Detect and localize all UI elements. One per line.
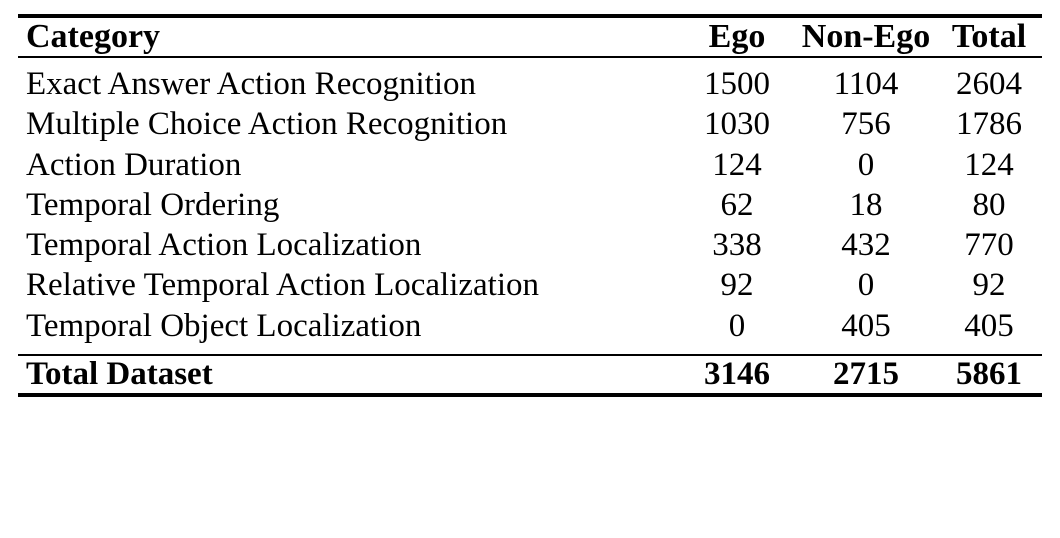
row-non-ego: 405: [841, 307, 891, 344]
row-non-ego: 0: [857, 267, 875, 304]
summary-label: Total Dataset: [26, 355, 213, 392]
table-header-row: [18, 18, 1042, 57]
row-category: Multiple Choice Action Recognition: [26, 106, 508, 143]
row-total: 770: [964, 227, 1014, 263]
table-row: [18, 306, 1042, 346]
row-total: 405: [964, 307, 1014, 344]
row-category: Relative Temporal Action Localization: [26, 267, 539, 304]
row-ego: 92: [720, 267, 754, 304]
column-header-category: Category: [26, 18, 161, 55]
table-row: [18, 265, 1042, 305]
row-ego: 338: [712, 227, 762, 263]
row-non-ego: 18: [849, 186, 883, 223]
row-non-ego: 756: [841, 106, 891, 143]
summary-ego: 3146: [704, 355, 770, 392]
row-ego: 1500: [704, 66, 770, 102]
row-total: 2604: [956, 66, 1022, 102]
table-row: [18, 185, 1042, 225]
row-non-ego: 1104: [833, 66, 899, 102]
row-total: 124: [964, 146, 1014, 183]
row-category: Exact Answer Action Recognition: [26, 66, 476, 102]
summary-spacer: [18, 346, 1042, 355]
row-ego: 124: [712, 146, 762, 183]
row-category: Temporal Object Localization: [26, 307, 422, 344]
row-ego: 0: [728, 307, 746, 344]
row-category: Action Duration: [26, 146, 242, 183]
column-header-non-ego: Non-Ego: [801, 18, 931, 55]
row-total: 92: [972, 267, 1006, 304]
table-row: [18, 64, 1042, 104]
row-category: Temporal Action Localization: [26, 227, 422, 263]
row-category: Temporal Ordering: [26, 186, 280, 223]
table-row: [18, 145, 1042, 185]
table-row: [18, 104, 1042, 144]
row-total: 1786: [956, 106, 1022, 143]
summary-non-ego: 2715: [833, 355, 899, 392]
table-summary-row: [18, 356, 1042, 395]
column-header-ego: Ego: [708, 18, 766, 55]
row-ego: 1030: [704, 106, 770, 143]
table-bottom-rule: [18, 395, 1042, 397]
summary-total: 5861: [956, 355, 1022, 392]
table-row: [18, 225, 1042, 265]
row-ego: 62: [720, 186, 754, 223]
row-total: 80: [972, 186, 1006, 223]
row-non-ego: 0: [857, 146, 875, 183]
row-non-ego: 432: [841, 227, 891, 263]
column-header-total: Total: [951, 18, 1027, 55]
dataset-statistics-table: [18, 14, 1042, 397]
